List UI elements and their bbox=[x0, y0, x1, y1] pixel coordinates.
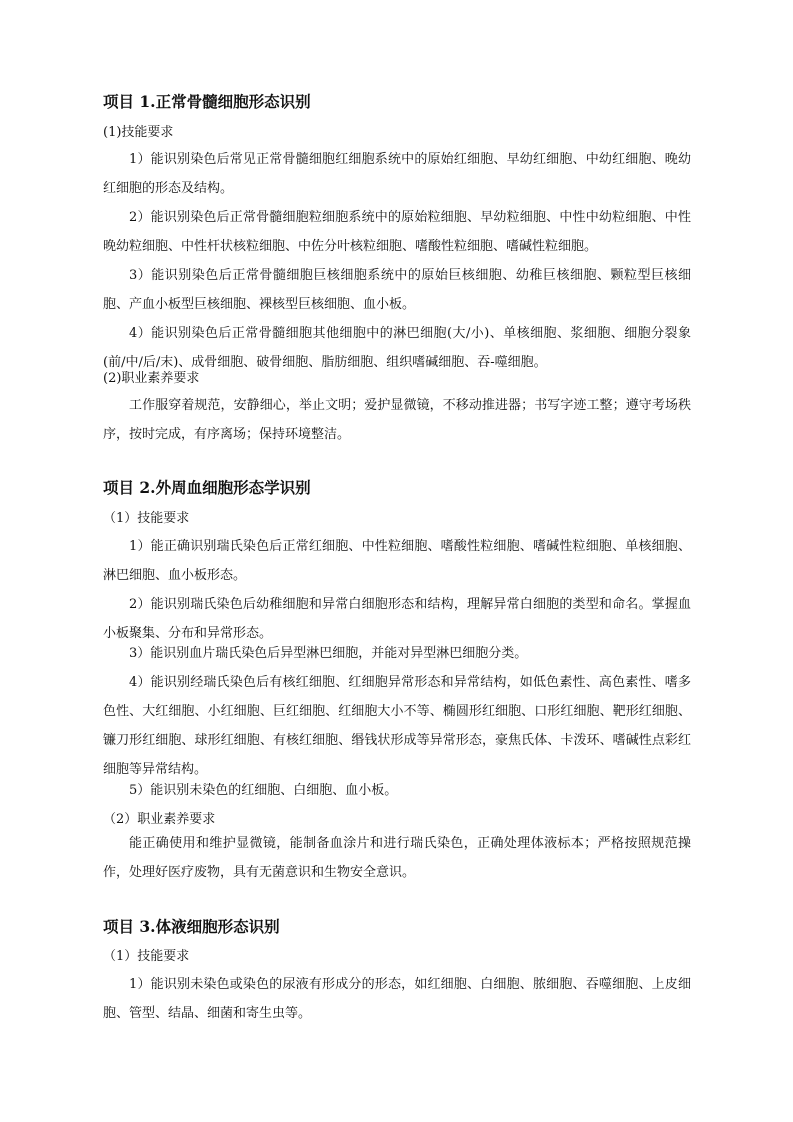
section-3-title: 项目 3.体液细胞形态识别 bbox=[103, 917, 280, 936]
section-1-title: 项目 1.正常骨髓细胞形态识别 bbox=[103, 92, 311, 111]
section-2-quality-heading: （2）职业素养要求 bbox=[103, 812, 216, 827]
section-2-skill-5: 5）能识别未染色的红细胞、白细胞、血小板。 bbox=[129, 783, 398, 798]
section-2-skill-heading: （1）技能要求 bbox=[103, 511, 190, 526]
section-1-quality: 工作服穿着规范，安静细心，举止文明；爱护显微镜，不移动推进器；书写字迹工整；遵守考场秩序，按时完成，有序离场；保持环境整洁。 bbox=[103, 398, 691, 442]
section-3-skill-1: 1）能识别未染色或染色的尿液有形成分的形态，如红细胞、白细胞、脓细胞、吞噬细胞、上皮细胞、管型、结晶、细菌和寄生虫等。 bbox=[103, 977, 691, 1021]
section-2-skill-4: 4）能识别经瑞氏染色后有核红细胞、红细胞异常形态和异常结构，如低色素性、高色素性、嗜多色性、大红细胞、小红细胞、巨红细胞、红细胞大小不等、椭圆形红细胞、口形红细胞、靶形红细胞、镰刀形红细胞、球形红细胞、有核红细胞、缗钱状形成等异常形态，豪焦氏体、卡泼环、嗜碱性点彩红细胞等异常结构。 bbox=[103, 675, 691, 777]
section-1-skill-3: 3）能识别染色后正常骨髓细胞巨核细胞系统中的原始巨核细胞、幼稚巨核细胞、颗粒型巨核细胞、产血小板型巨核细胞、裸核型巨核细胞、血小板。 bbox=[103, 268, 691, 312]
section-1-skill-heading: (1)技能要求 bbox=[103, 125, 174, 140]
section-2-skill-3: 3）能识别血片瑞氏染色后异型淋巴细胞，并能对异型淋巴细胞分类。 bbox=[129, 646, 528, 661]
section-1-skill-2: 2）能识别染色后正常骨髓细胞粒细胞系统中的原始粒细胞、早幼粒细胞、中性中幼粒细胞、中性晚幼粒细胞、中性杆状核粒细胞、中佐分叶核粒细胞、嗜酸性粒细胞、嗜碱性粒细胞。 bbox=[103, 210, 691, 254]
section-2-title: 项目 2.外周血细胞形态学识别 bbox=[103, 478, 311, 497]
section-2-skill-2: 2）能识别瑞氏染色后幼稚细胞和异常白细胞形态和结构，理解异常白细胞的类型和命名。掌握血小板聚集、分布和异常形态。 bbox=[103, 597, 691, 641]
section-2-skill-1: 1）能正确识别瑞氏染色后正常红细胞、中性粒细胞、嗜酸性粒细胞、嗜碱性粒细胞、单核细胞、淋巴细胞、血小板形态。 bbox=[103, 539, 691, 583]
section-2-quality: 能正确使用和维护显微镜，能制备血涂片和进行瑞氏染色，正确处理体液标本；严格按照规范操作，处理好医疗废物，具有无菌意识和生物安全意识。 bbox=[103, 836, 691, 880]
section-3-skill-heading: （1）技能要求 bbox=[103, 949, 190, 964]
section-1-skill-4: 4）能识别染色后正常骨髓细胞其他细胞中的淋巴细胞(大/小)、单核细胞、浆细胞、细胞分裂象(前/中/后/末)、成骨细胞、破骨细胞、脂肪细胞、组织嗜碱细胞、吞-噬细胞。 bbox=[103, 326, 691, 370]
section-1-quality-heading: (2)职业素养要求 bbox=[103, 371, 200, 386]
section-1-skill-1: 1）能识别染色后常见正常骨髓细胞红细胞系统中的原始红细胞、早幼红细胞、中幼红细胞、晚幼红细胞的形态及结构。 bbox=[103, 152, 691, 196]
